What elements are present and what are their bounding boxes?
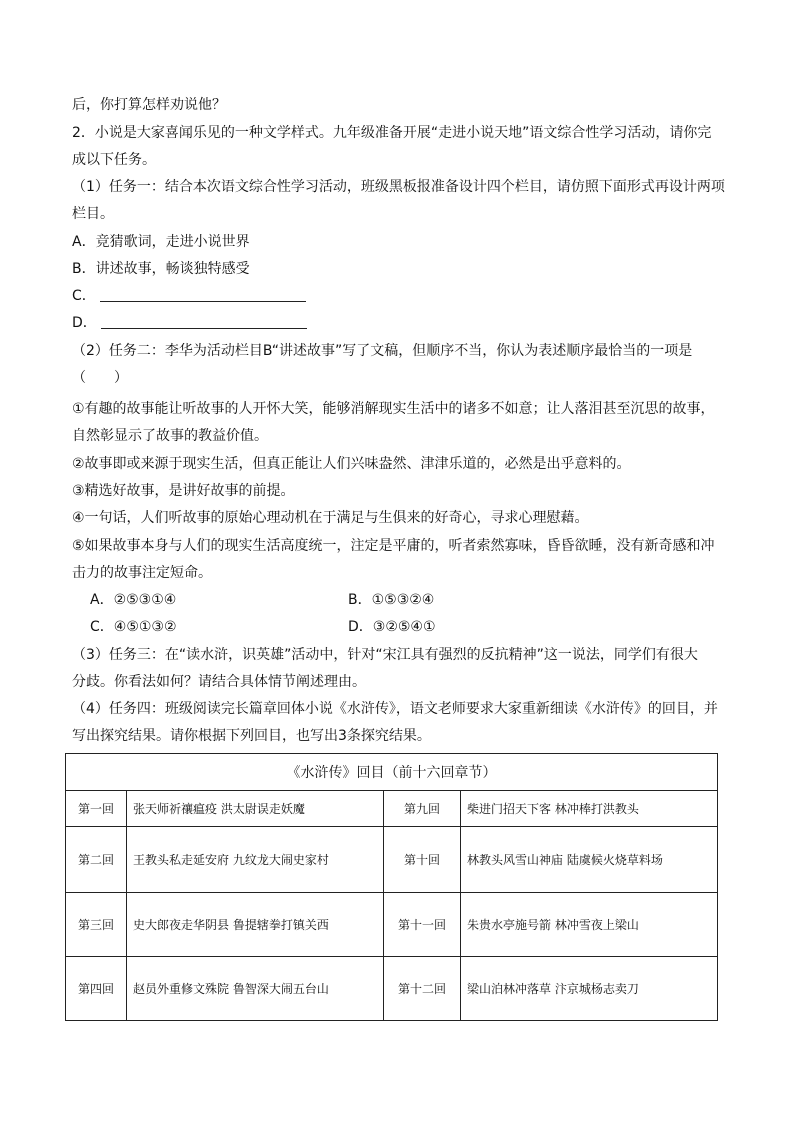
table-header-row — [66, 754, 718, 791]
text-line-20: 分歧。你看法如何？请结合具体情节阐述理由。 — [72, 674, 366, 690]
text-line-14: ②故事即或来源于现实生活，但真正能让人们兴味盎然、津津乐道的，必然是出乎意料的。 — [72, 456, 631, 472]
chapter-number: 第三回 — [66, 893, 127, 957]
chapter-number: 第二回 — [66, 827, 127, 893]
text-line-22: 写出探究结果。请你根据下列回目，也写出3条探究结果。 — [72, 728, 431, 744]
chapter-number: 第一回 — [66, 791, 127, 827]
choice-a: A．②⑤③①④ — [90, 592, 177, 608]
text-line-12: ①有趣的故事能让听故事的人开怀大笑，能够消解现实生活中的诸多不如意；让人落泪甚至沉思的故事， — [72, 401, 715, 417]
text-line-15: ③精选好故事，是讲好故事的前提。 — [72, 483, 295, 499]
column-option-c — [72, 287, 306, 305]
text-line-10: （2）任务二：李华为活动栏目B“讲述故事”写了文稿，但顺序不当，你认为表述顺序最恰当的一项是 — [72, 343, 693, 359]
table-row — [66, 893, 718, 957]
text-line-1: 后，你打算怎样劝说他？ — [72, 97, 226, 113]
choice-d: D．③②⑤④① — [348, 619, 436, 635]
text-line-21: （4）任务四：班级阅读完长篇章回体小说《水浒传》，语文老师要求大家重新细读《水浒传》的回目，并 — [72, 701, 718, 717]
text-line-13: 自然彰显示了故事的教益价值。 — [72, 428, 268, 444]
chapter-number: 第九回 — [384, 791, 461, 827]
chapter-table — [65, 753, 718, 1021]
option-c-label: C． — [72, 288, 96, 304]
chapter-number: 第十回 — [384, 827, 461, 893]
chapter-title: 梁山泊林冲落草 汴京城杨志卖刀 — [461, 957, 718, 1021]
chapter-title: 史大郎夜走华阴县 鲁提辖拳打镇关西 — [127, 893, 384, 957]
text-line-2: 2．小说是大家喜闻乐见的一种文学样式。九年级准备开展“走进小说天地”语文综合性学习活动，请你完 — [72, 125, 712, 141]
text-line-5: 栏目。 — [72, 206, 114, 222]
table-row — [66, 957, 718, 1021]
chapter-title: 赵员外重修文殊院 鲁智深大闹五台山 — [127, 957, 384, 1021]
chapter-title: 林教头风雪山神庙 陆虞候火烧草料场 — [461, 827, 718, 893]
column-option-a: A．竞猜歌词，走进小说世界 — [72, 234, 250, 250]
text-line-3: 成以下任务。 — [72, 152, 156, 168]
chapter-number: 第十一回 — [384, 893, 461, 957]
chapter-number: 第四回 — [66, 957, 127, 1021]
answer-blank-c[interactable] — [100, 289, 306, 302]
chapter-number: 第十二回 — [384, 957, 461, 1021]
answer-blank-d[interactable] — [101, 316, 307, 329]
chapter-title: 张天师祈禳瘟疫 洪太尉误走妖魔 — [127, 791, 384, 827]
table-title: 《水浒传》回目（前十六回章节） — [66, 754, 718, 791]
chapter-title: 柴进门招天下客 林冲棒打洪教头 — [461, 791, 718, 827]
table-row — [66, 791, 718, 827]
choice-b: B．①⑤③②④ — [348, 592, 435, 608]
option-d-label: D． — [72, 315, 97, 331]
choice-c: C．④⑤①③② — [90, 619, 177, 635]
column-option-b: B．讲述故事，畅谈独特感受 — [72, 261, 250, 277]
text-line-4: （1）任务一：结合本次语文综合性学习活动，班级黑板报准备设计四个栏目，请仿照下面形式再设计两项 — [72, 179, 725, 195]
chapter-title: 王教头私走延安府 九纹龙大闹史家村 — [127, 827, 384, 893]
table-row — [66, 827, 718, 893]
chapter-title: 朱贵水亭施号箭 林冲雪夜上梁山 — [461, 893, 718, 957]
text-line-11: （ ） — [72, 370, 128, 386]
text-line-19: （3）任务三：在“读水浒，识英雄”活动中，针对“宋江具有强烈的反抗精神”这一说法，同学们有很大 — [72, 647, 698, 663]
text-line-17: ⑤如果故事本身与人们的现实生活高度统一，注定是平庸的，听者索然寡味，昏昏欲睡，没有新奇感和冲 — [72, 538, 715, 554]
column-option-d — [72, 314, 307, 332]
text-line-16: ④一句话，人们听故事的原始心理动机在于满足与生俱来的好奇心，寻求心理慰藉。 — [72, 510, 589, 526]
text-line-18: 击力的故事注定短命。 — [72, 565, 212, 581]
